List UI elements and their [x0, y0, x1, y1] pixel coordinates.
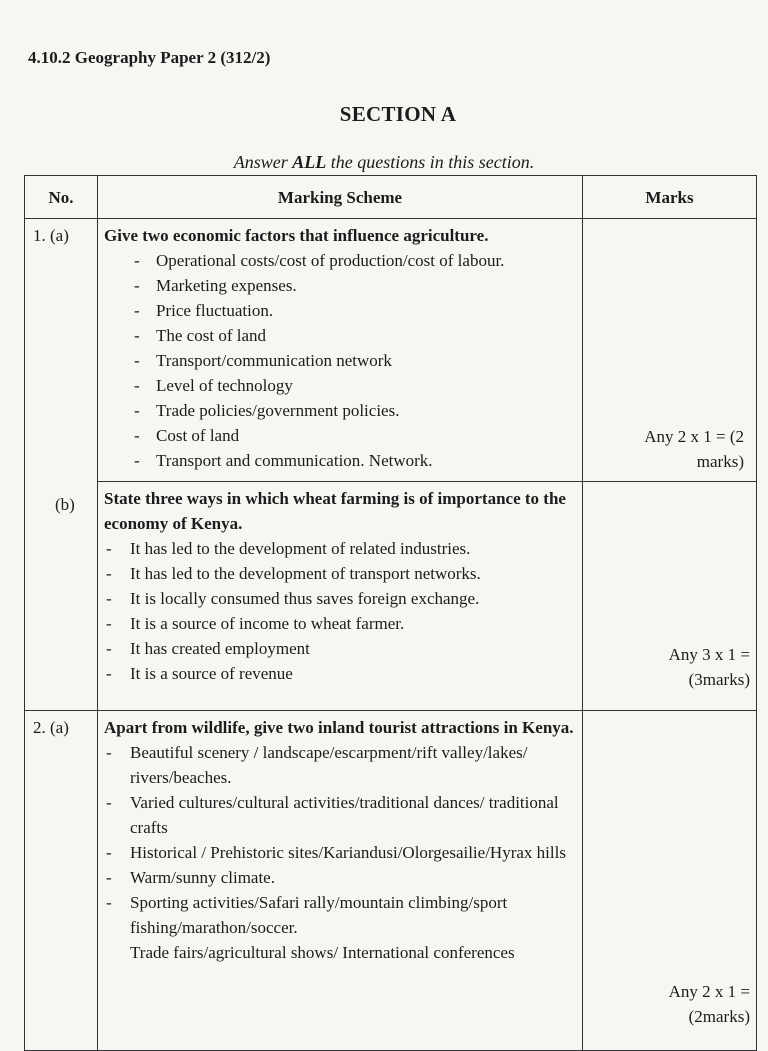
column-header-marking-scheme: Marking Scheme [98, 176, 583, 219]
list-item: - Cost of land [104, 423, 576, 448]
marking-scheme-table [24, 175, 757, 1051]
table-row [25, 219, 757, 711]
marks-allocation: Any 2 x 1 = (2 marks) [644, 427, 744, 471]
list-item: - Transport and communication. Network. [104, 448, 576, 473]
question-text: Give two economic factors that influence agriculture. [104, 226, 489, 245]
list-item: Trade fairs/agricultural shows/ International conferences [130, 943, 515, 962]
list-item: - Price fluctuation. [104, 298, 576, 323]
marking-scheme-cell [98, 711, 583, 1051]
list-item: - Trade policies/government policies. [104, 398, 576, 423]
list-item: - Warm/sunny climate. [104, 865, 576, 890]
list-item: - Transport/communication network [104, 348, 576, 373]
question-text: State three ways in which wheat farming is of importance to the economy of Kenya. [104, 489, 566, 533]
list-item: - Beautiful scenery / landscape/escarpment/rift valley/lakes/ rivers/beaches. [104, 740, 576, 790]
question-part-label: (b) [55, 495, 75, 514]
marks-cell [583, 711, 757, 1051]
list-item: - It is locally consumed thus saves foreign exchange. [104, 586, 576, 611]
list-item: - It is a source of revenue [104, 661, 576, 686]
question-number-cell [25, 711, 98, 1051]
question-text: Apart from wildlife, give two inland tourist attractions in Kenya. [104, 718, 574, 737]
section-instruction: Answer ALL the questions in this section. [233, 152, 535, 172]
marks-allocation: Any 2 x 1 = (2marks) [668, 982, 750, 1026]
question-number: 1. (a) [33, 226, 69, 245]
answer-list [104, 740, 576, 965]
list-item: - Historical / Prehistoric sites/Kariandusi/Olorgesailie/Hyrax hills [104, 840, 576, 865]
column-header-no: No. [25, 176, 98, 219]
marks-cell [583, 219, 757, 711]
question-number: 2. (a) [33, 718, 69, 737]
marks-allocation: Any 3 x 1 = (3marks) [668, 645, 750, 689]
marks-part-b [583, 481, 756, 702]
table-row [25, 711, 757, 1051]
list-item: - Operational costs/cost of production/cost of labour. [104, 248, 576, 273]
column-header-marks: Marks [583, 176, 757, 219]
list-item: - It is a source of income to wheat farmer. [104, 611, 576, 636]
list-item: - Sporting activities/Safari rally/mountain climbing/sport fishing/marathon/soccer. [104, 890, 576, 940]
list-item: - It has created employment [104, 636, 576, 661]
list-item: - Level of technology [104, 373, 576, 398]
question-part-b [98, 481, 582, 710]
table-header-row [25, 176, 757, 219]
list-item: - It has led to the development of transport networks. [104, 561, 576, 586]
section-title: SECTION A [339, 102, 457, 126]
instruction-emphasis: ALL [292, 152, 327, 172]
list-item: - Marketing expenses. [104, 273, 576, 298]
marking-scheme-cell [98, 219, 583, 711]
answer-list [104, 536, 576, 686]
page-heading: 4.10.2 Geography Paper 2 (312/2) [28, 48, 271, 67]
list-item: - The cost of land [104, 323, 576, 348]
list-item: - Varied cultures/cultural activities/traditional dances/ traditional crafts [104, 790, 576, 840]
question-number-cell [25, 219, 98, 711]
list-item: - It has led to the development of related industries. [104, 536, 576, 561]
answer-list [104, 248, 576, 473]
